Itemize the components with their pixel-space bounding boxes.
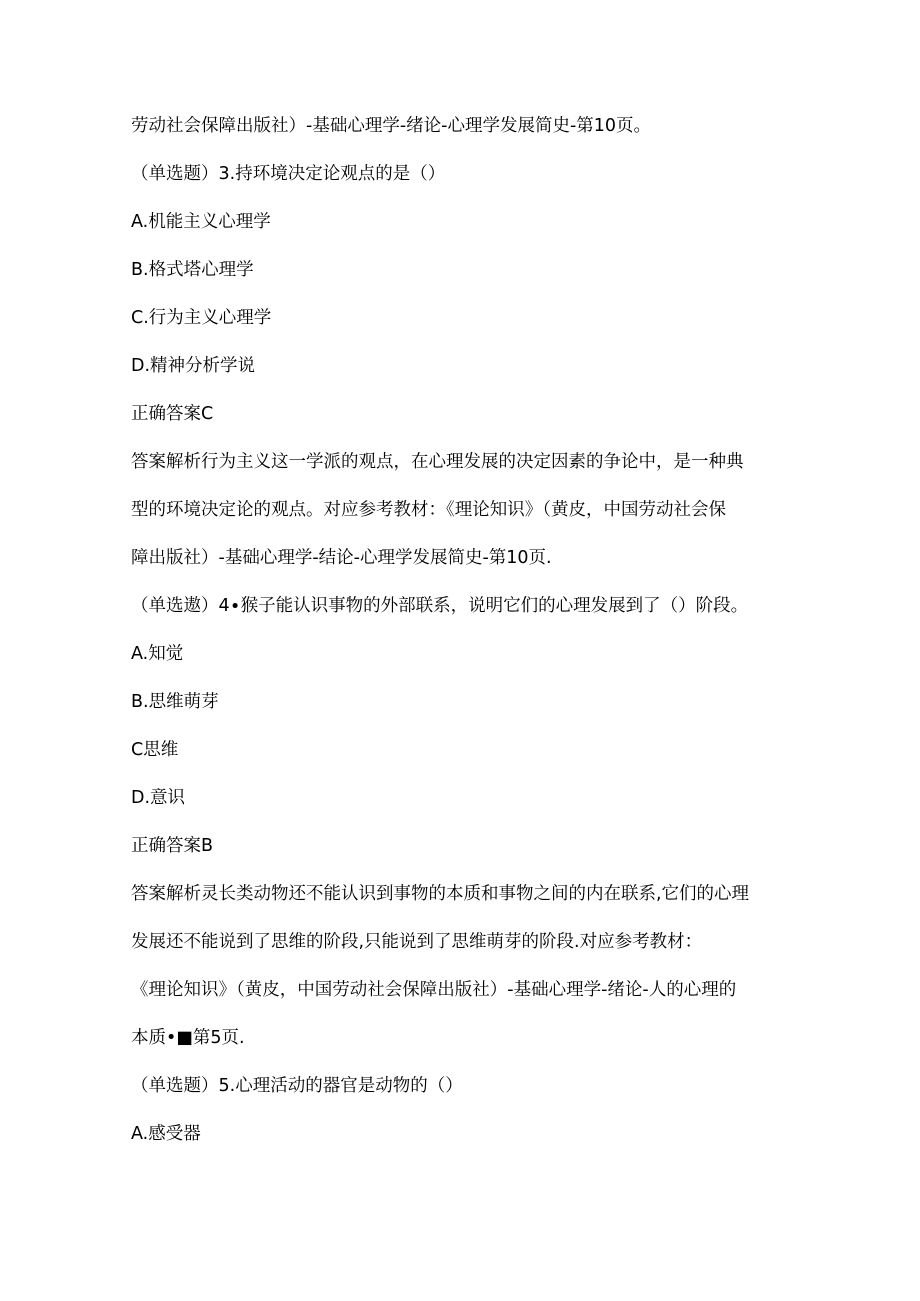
- text-line-prev-answer-source: 劳动社会保障出版社）-基础心理学-绪论-心理学发展简史-第10页。: [131, 116, 652, 136]
- question-3-stem: （单选题）3.持环境决定论观点的是（）: [131, 164, 446, 184]
- question-4-explanation-line-3: 《理论知识》（黄皮，中国劳动社会保障出版社）-基础心理学-绪论-人的心理的: [131, 980, 737, 1000]
- question-5-option-a: A.感受器: [131, 1124, 201, 1144]
- question-3-explanation-line-1: 答案解析行为主义这一学派的观点，在心理发展的决定因素的争论中，是一种典: [131, 452, 744, 472]
- question-4-correct-answer: 正确答案B: [131, 836, 214, 856]
- question-3-explanation-line-2: 型的环境决定论的观点。对应参考教材：《理论知识》（黄皮，中国劳动社会保: [131, 500, 726, 520]
- question-4-stem: （单选遨）4∙猴子能认识事物的外部联系，说明它们的心理发展到了（）阶段。: [131, 596, 749, 616]
- question-4-explanation-line-4: 本质•■第5页.: [131, 1028, 245, 1048]
- question-3-explanation-line-3: 障出版社）-基础心理学-结论-心理学发展简史-第10页.: [131, 548, 552, 568]
- question-4-option-a: A.知觉: [131, 644, 184, 664]
- question-4-explanation-line-2: 发展还不能说到了思维的阶段,只能说到了思维萌芽的阶段.对应参考教材：: [131, 932, 703, 952]
- question-5-stem: （单选题）5.心理活动的器官是动物的（）: [131, 1076, 463, 1096]
- document-body: [131, 114, 801, 1170]
- question-3-option-d: D.精神分析学说: [131, 356, 256, 376]
- question-4-option-d: D.意识: [131, 788, 186, 808]
- question-3-option-a: A.机能主义心理学: [131, 212, 271, 232]
- question-3-correct-answer: 正确答案C: [131, 404, 214, 424]
- question-4-option-c: C思维: [131, 740, 179, 760]
- question-3-option-c: C.行为主义心理学: [131, 308, 272, 328]
- question-4-explanation-line-1: 答案解析灵长类动物还不能认识到事物的本质和事物之间的内在联系,它们的心理: [131, 884, 750, 904]
- question-3-option-b: B.格式塔心理学: [131, 260, 254, 280]
- question-4-option-b: B.思维萌芽: [131, 692, 219, 712]
